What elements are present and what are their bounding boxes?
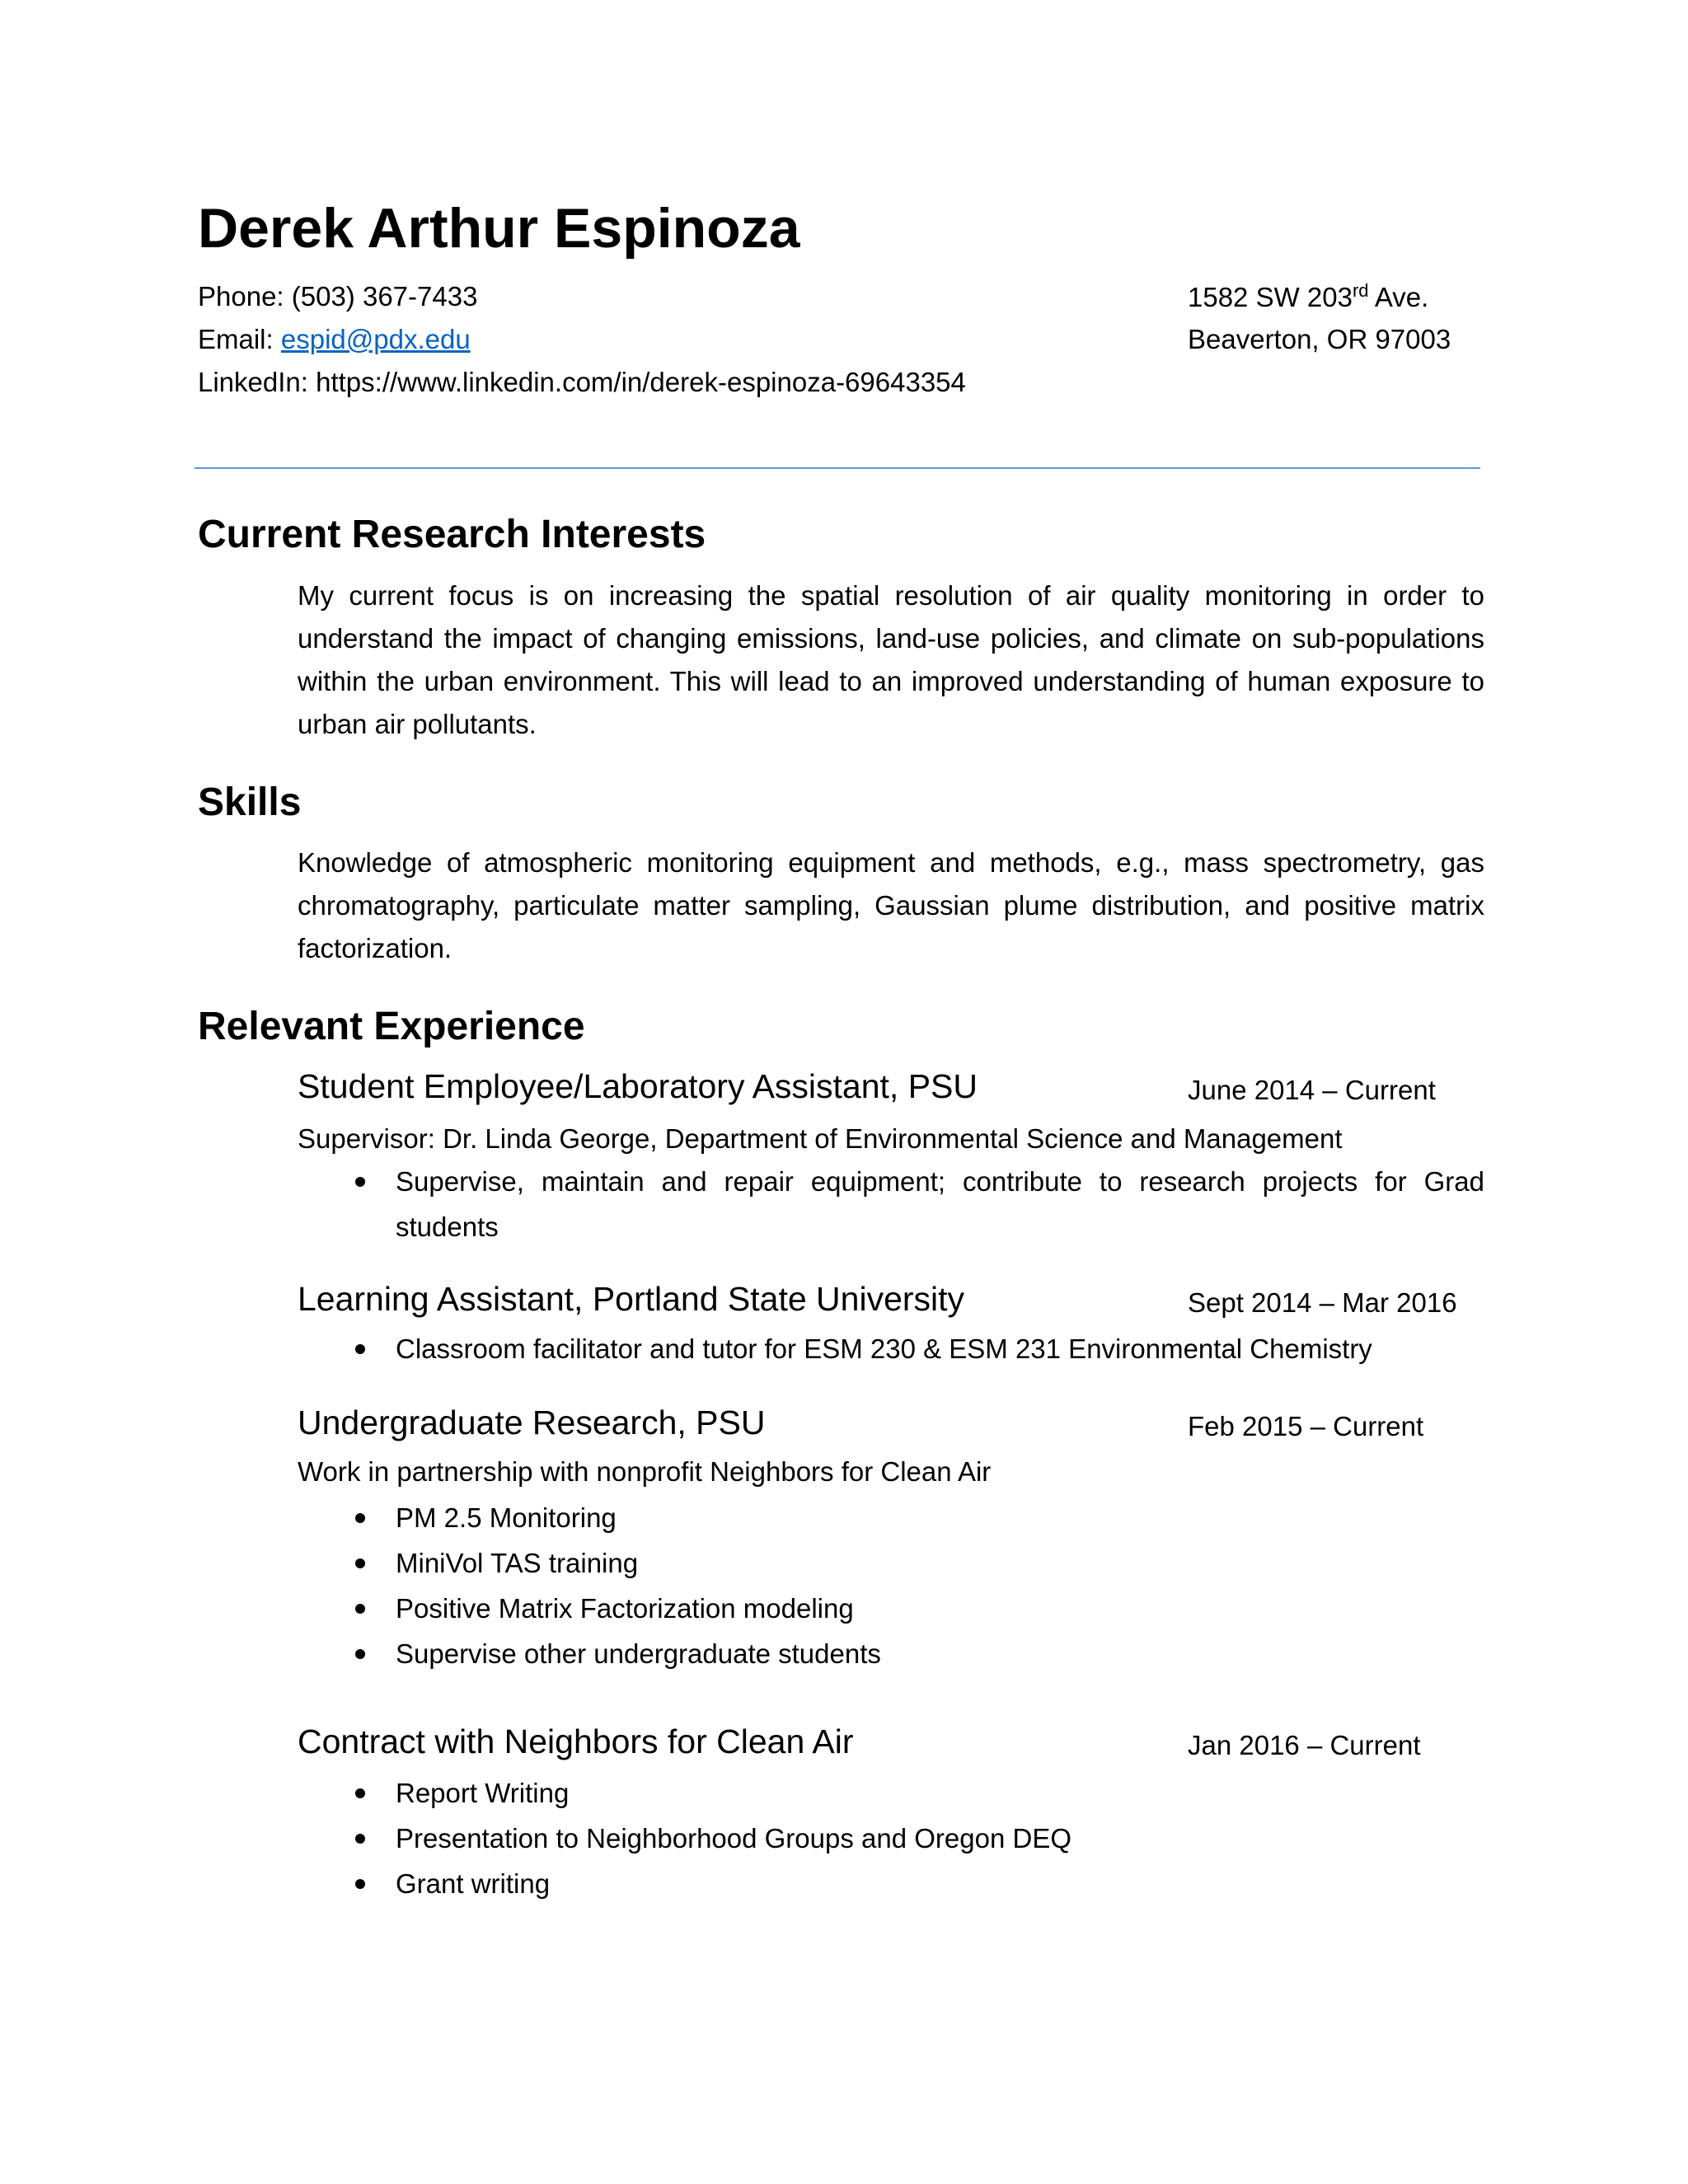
email-link[interactable]: espid@pdx.edu (280, 324, 471, 354)
bullet-icon (355, 1177, 365, 1187)
list-item: Positive Matrix Factorization modeling (298, 1586, 1484, 1631)
bullet-icon (355, 1513, 365, 1523)
address-suffix: Ave. (1368, 282, 1429, 312)
address-ordinal: rd (1352, 280, 1369, 301)
bullet-icon (355, 1558, 365, 1568)
list-item: Supervise, maintain and repair equipment; contribute to research projects for Grad students (298, 1159, 1484, 1249)
skills-heading: Skills (198, 780, 302, 824)
job-title: Learning Assistant, Portland State University (298, 1280, 965, 1318)
job-dates: Jan 2016 – Current (1188, 1730, 1421, 1760)
phone: Phone: (503) 367-7433 (198, 281, 478, 312)
address-line-2: Beaverton, OR 97003 (1188, 324, 1451, 354)
list-item: Supervise other undergraduate students (298, 1631, 1484, 1676)
bullet-icon (355, 1879, 365, 1889)
list-item: Classroom facilitator and tutor for ESM 230 & ESM 231 Environmental Chemistry (298, 1326, 1484, 1371)
job-title: Contract with Neighbors for Clean Air (298, 1722, 854, 1760)
header-divider (195, 467, 1480, 469)
job-dates: Feb 2015 – Current (1188, 1411, 1424, 1441)
bullet-icon (355, 1788, 365, 1798)
bullet-icon (355, 1649, 365, 1659)
job-bullets (298, 1495, 1484, 1676)
bullet-icon (355, 1344, 365, 1354)
list-item: Report Writing (298, 1770, 1484, 1816)
email-label: Email: (198, 324, 281, 354)
job-dates: June 2014 – Current (1188, 1075, 1436, 1105)
list-item: Grant writing (298, 1861, 1484, 1906)
bullet-icon (355, 1834, 365, 1844)
job-subline: Work in partnership with nonprofit Neighbors for Clean Air (298, 1456, 992, 1487)
job-bullets (298, 1159, 1484, 1249)
experience-heading: Relevant Experience (198, 1005, 585, 1048)
job-subline: Supervisor: Dr. Linda George, Department of Environmental Science and Management (298, 1123, 1343, 1154)
skills-text: Knowledge of atmospheric monitoring equipment and methods, e.g., mass spectrometry, gas chromatography, particulate matter sampling, Gaussian plume distribution, and positive matrix factorization. (298, 847, 1484, 963)
bullet-icon (355, 1604, 365, 1614)
job-dates: Sept 2014 – Mar 2016 (1188, 1287, 1457, 1318)
full-name: Derek Arthur Espinoza (198, 197, 800, 260)
research-heading: Current Research Interests (198, 513, 706, 556)
email-line (198, 323, 471, 356)
address-street: 1582 SW 203 (1188, 282, 1353, 312)
list-item: PM 2.5 Monitoring (298, 1495, 1484, 1540)
address-line-1 (1188, 280, 1428, 314)
list-item: MiniVol TAS training (298, 1540, 1484, 1586)
job-bullets (298, 1326, 1484, 1371)
list-item: Presentation to Neighborhood Groups and Oregon DEQ (298, 1816, 1484, 1861)
linkedin: LinkedIn: https://www.linkedin.com/in/derek-espinoza-69643354 (198, 367, 966, 397)
research-text: My current focus is on increasing the spatial resolution of air quality monitoring in order to understand the impact of changing emissions, land-use policies, and climate on sub-populations within the urban environment. This will lead to an improved understanding of human exposure to urban air pollutants. (298, 580, 1484, 739)
job-title: Undergraduate Research, PSU (298, 1404, 766, 1441)
job-title: Student Employee/Laboratory Assistant, PSU (298, 1067, 978, 1105)
job-bullets (298, 1770, 1484, 1906)
